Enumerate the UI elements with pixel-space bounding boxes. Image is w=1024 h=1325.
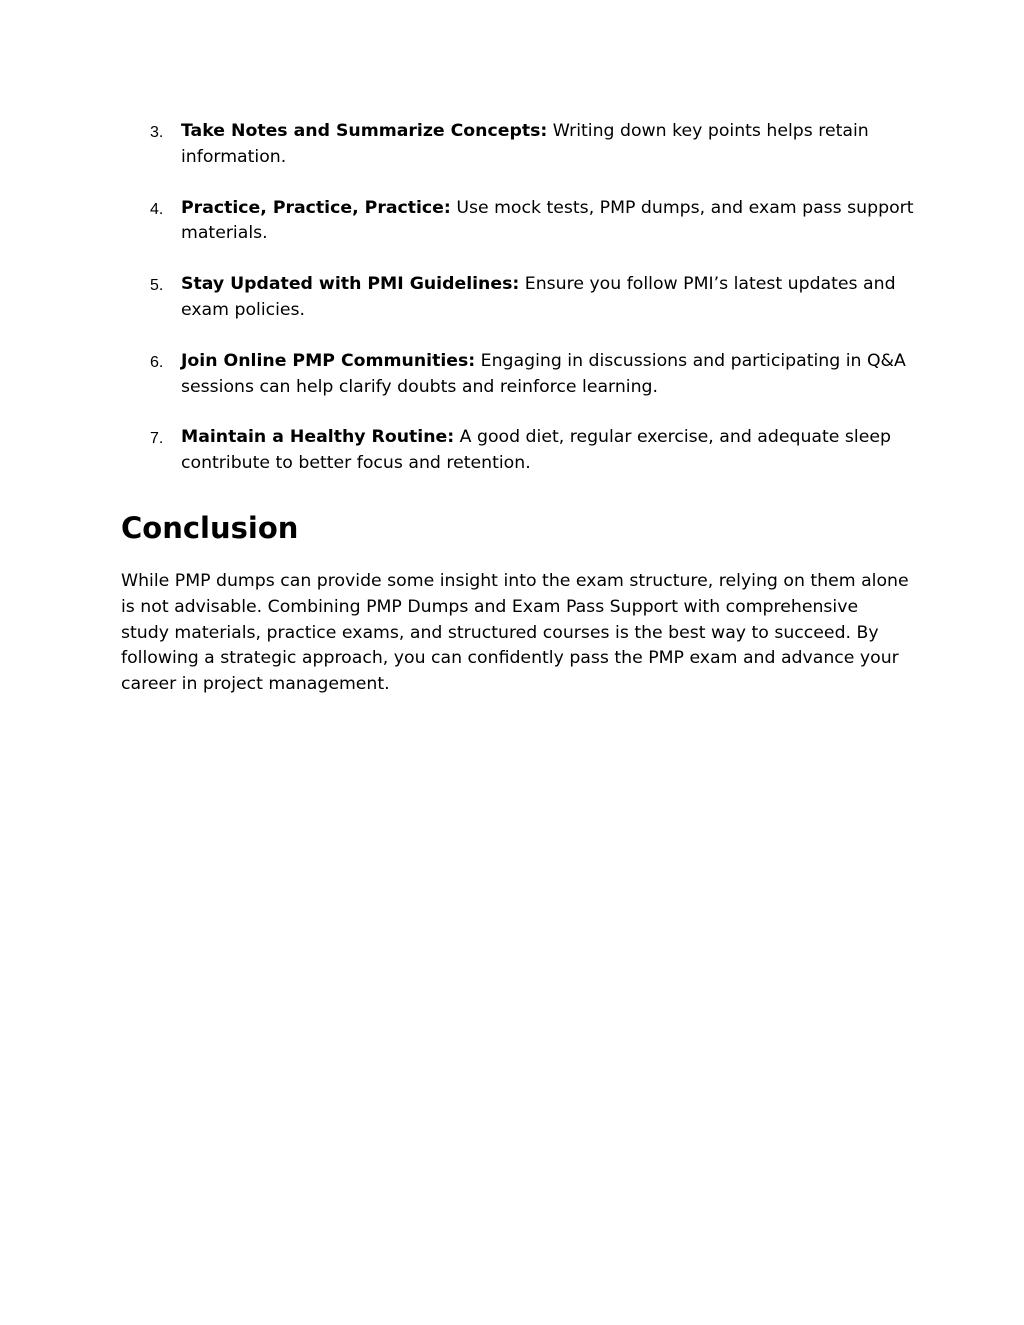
list-number: 6. [150,353,164,371]
tip-title: Join Online PMP Communities: [181,350,476,371]
list-number: 5. [150,277,164,295]
conclusion-paragraph: While PMP dumps can provide some insight into the exam structure, relying on them alone is not advisable. Combining PMP Dumps and Exam Pass Support with comprehensive study materials, practice exams, and structured courses is the best way to succeed. By following a strategic approach, you can confidently pass the PMP exam and advance your career in project management. [121,571,909,695]
tip-text: Writing down key points helps retain information. [181,121,869,167]
study-tips-list [121,119,921,502]
tip-title: Stay Updated with PMI Guidelines: [181,274,520,295]
tip-text: Use mock tests, PMP dumps, and exam pass support materials. [181,197,914,244]
list-number: 4. [150,200,164,218]
list-number: 7. [150,430,164,448]
list-item [121,425,921,477]
conclusion-heading: Conclusion [121,511,299,545]
tip-title: Take Notes and Summarize Concepts: [181,121,548,141]
tip-title: Maintain a Healthy Routine: [181,427,455,448]
list-item [121,349,921,401]
tip-text: A good diet, regular exercise, and adequate sleep contribute to better focus and retention. [181,427,891,474]
tip-title: Practice, Practice, Practice: [181,197,451,218]
list-item [121,196,921,248]
list-item [121,272,921,324]
list-number: 3. [150,124,164,141]
tip-text: Ensure you follow PMI’s latest updates and exam policies. [181,274,896,320]
list-item [121,119,921,171]
tip-text: Engaging in discussions and participating in Q&A sessions can help clarify doubts and reinforce learning. [181,350,906,397]
